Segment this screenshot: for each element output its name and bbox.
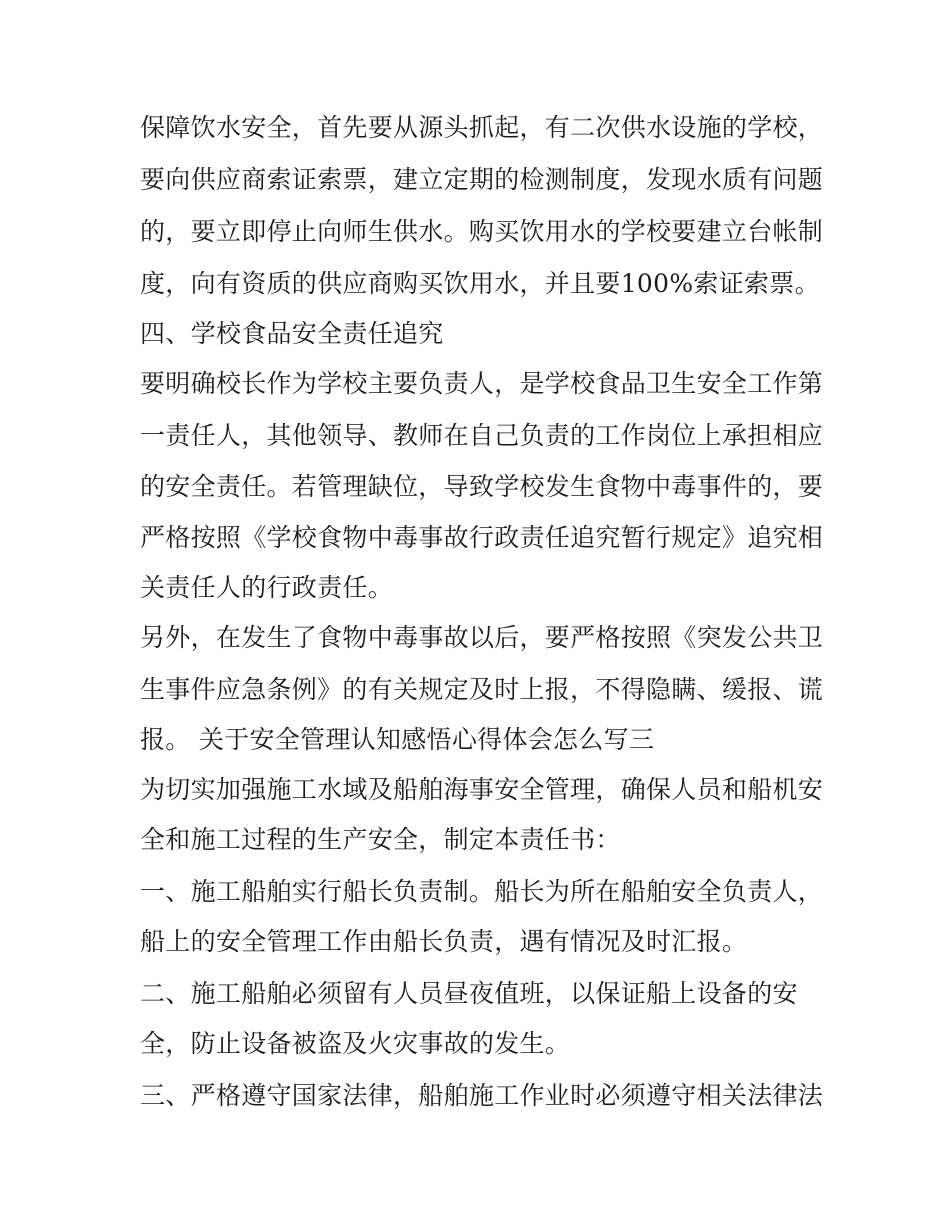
- text-line: 保障饮水安全，首先要从源头抓起，有二次供水设施的学校，: [140, 113, 824, 142]
- text-line: 一、施工船舶实行船长负责制。船长为所在船舶安全负责人，: [140, 877, 824, 906]
- text-line: 全，防止设备被盗及火灾事故的发生。: [140, 1029, 571, 1058]
- text-line: 的，要立即停止向师生供水。购买饮用水的学校要建立台帐制: [140, 217, 824, 246]
- text-line: 三、严格遵守国家法律，船舶施工作业时必须遵守相关法律法: [140, 1081, 824, 1110]
- text-line: 一责任人，其他领导、教师在自己负责的工作岗位上承担相应: [140, 421, 824, 450]
- text-line: 报。 关于安全管理认知感悟心得体会怎么写三: [140, 725, 655, 754]
- text-line: 船上的安全管理工作由船长负责，遇有情况及时汇报。: [140, 927, 748, 956]
- text-line: 全和施工过程的生产安全，制定本责任书：: [140, 825, 621, 854]
- text-line: 另外，在发生了食物中毒事故以后，要严格按照《突发公共卫: [140, 623, 824, 652]
- text-line: 为切实加强施工水域及船舶海事安全管理，确保人员和船机安: [140, 775, 824, 804]
- text-line: 生事件应急条例》的有关规定及时上报，不得隐瞒、缓报、谎: [140, 675, 824, 704]
- section-heading: 四、学校食品安全责任追究: [140, 319, 444, 348]
- text-line: 关责任人的行政责任。: [140, 573, 394, 602]
- text-line: 严格按照《学校食物中毒事故行政责任追究暂行规定》追究相: [140, 523, 824, 552]
- text-line: 度，向有资质的供应商购买饮用水，并且要100%索证索票。: [140, 269, 820, 298]
- text-line: 要向供应商索证索票，建立定期的检测制度，发现水质有问题: [140, 165, 824, 194]
- text-line: 的安全责任。若管理缺位，导致学校发生食物中毒事件的，要: [140, 472, 824, 501]
- text-line: 二、施工船舶必须留有人员昼夜值班，以保证船上设备的安: [140, 979, 798, 1008]
- text-line: 要明确校长作为学校主要负责人，是学校食品卫生安全工作第: [140, 369, 824, 398]
